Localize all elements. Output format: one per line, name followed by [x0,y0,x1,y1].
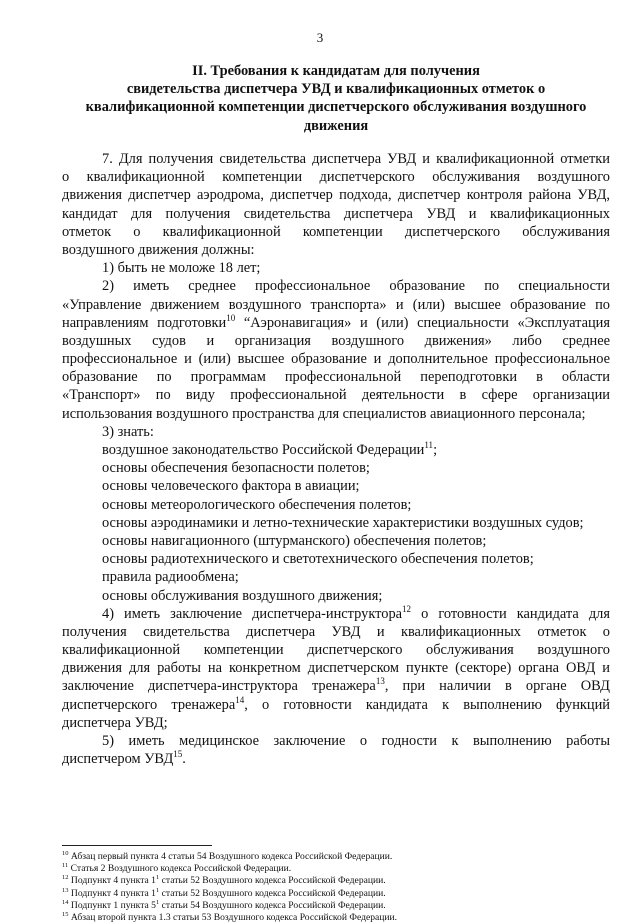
footnotes [62,851,610,924]
knowledge-item-text: воздушное законодательство Российской Федерации [102,442,425,458]
footnote-number: 14 [62,898,69,906]
requirement-4-line [62,677,610,695]
requirement-5-text: . [182,751,186,768]
requirement-4-line [62,605,610,623]
footnote-inner-sup: 1 [155,874,160,882]
requirement-4-line [62,696,610,714]
footnote [62,875,610,887]
document-body [62,150,610,768]
footnote-number: 13 [62,886,69,894]
requirement-5-line [62,750,610,768]
footnote [62,888,610,900]
footnote [62,912,610,924]
requirement-2-line: профессиональное и (или) высшее образование и дополнительное профессиональное [62,351,610,368]
footnote-ref-11: 11 [424,440,434,451]
footnote-number: 12 [62,874,69,882]
requirement-4-text: диспетчерского тренажера [62,696,236,713]
section-title-line: движения [303,117,369,134]
footnote-ref-10: 10 [226,312,236,323]
section-title [62,62,610,135]
footnote-text: статьи 54 Воздушного кодекса Российской Федерации. [159,899,386,911]
knowledge-item: основы радиотехнического и светотехнического обеспечения полетов; [102,551,534,568]
requirement-5-line: 5) иметь медицинское заключение о годности к выполнению работы [102,733,610,749]
footnote-divider [62,845,212,846]
requirement-4-line: квалификационной компетенции диспетчерского обслуживания воздушного [62,642,610,659]
footnote-ref-15: 15 [173,749,183,760]
requirement-4-text: о готовности кандидата для [411,605,610,622]
footnote-inner-sup: 1 [155,898,160,906]
knowledge-item: правила радиообмена; [102,569,239,586]
footnote [62,863,610,875]
paragraph-7-line: движения диспетчер аэродрома, диспетчер подхода, диспетчер контроля района УВД, [62,187,610,204]
requirement-5-text: диспетчером УВД [62,751,174,768]
knowledge-item-text: ; [433,442,438,458]
footnote-text: статьи 52 Воздушного кодекса Российской Федерации. [159,887,386,899]
footnote-text: статьи 52 Воздушного кодекса Российской Федерации. [159,875,386,887]
knowledge-item [62,441,610,459]
requirement-3-label: 3) знать: [102,423,154,440]
footnote-ref-12: 12 [402,603,412,614]
requirement-2-line [62,314,610,332]
footnote-ref-13: 13 [375,676,385,687]
footnote-ref-14: 14 [235,694,245,705]
footnote-inner-sup: 1 [155,886,160,894]
footnote-number: 10 [62,849,69,857]
footnote-text: Подпункт 1 пункта 5 [68,899,156,911]
requirement-2-line: «Транспорт» по виду профессиональной деятельности в сфере организации [62,387,610,404]
section-title-line: свидетельства диспетчера УВД и квалификационных отметок о [126,81,546,98]
knowledge-item: основы обеспечения безопасности полетов; [102,460,370,477]
knowledge-item: основы навигационного (штурманского) обеспечения полетов; [102,532,487,549]
requirement-2-text: направлениям подготовки [62,314,227,331]
requirement-4-text: заключение диспетчера-инструктора тренажера [62,678,376,695]
knowledge-item: основы метеорологического обеспечения полетов; [102,496,412,513]
requirement-2-line: воздушных судов и организация воздушного движения» либо среднее [62,332,610,349]
footnote-text: Абзац первый пункта 4 статьи 54 Воздушного кодекса Российской Федерации. [68,851,393,862]
requirement-4-text: 4) иметь заключение диспетчера-инструктора [102,605,403,622]
footnote-number: 11 [62,862,69,870]
page-number: 3 [316,30,324,45]
knowledge-item: основы аэродинамики и летно-технические характеристики воздушных судов; [102,514,584,531]
requirement-1: 1) быть не моложе 18 лет; [102,260,261,277]
requirement-4-line: движения для работы на конкретном диспетчерском пункте (секторе) органа ОВД и [62,660,610,677]
paragraph-7-line: отметок о квалификационной компетенции диспетчерского обслуживания [62,223,610,240]
requirement-2-text: “Аэронавигация» и (или) специальности «Эксплуатация [235,314,611,331]
footnote-text: Подпункт 4 пункта 1 [68,887,156,899]
section-title-line: квалификационной компетенции диспетчерского обслуживания воздушного [85,99,587,116]
section-title-line: II. Требования к кандидатам для получения [192,63,480,79]
footnote [62,851,610,863]
requirement-4-line: диспетчера УВД; [62,714,168,731]
requirement-4-line: получения свидетельства диспетчера УВД и квалификационных отметок о [62,623,610,640]
paragraph-7-line: о квалификационной компетенции диспетчерского обслуживания воздушного [62,169,610,186]
paragraph-7-line: воздушного движения должны: [62,241,255,258]
knowledge-item: основы обслуживания воздушного движения; [102,587,383,604]
requirement-4-text: , о готовности кандидата к выполнению функций [244,696,610,713]
footnote-number: 15 [62,910,69,918]
footnote-text: Статья 2 Воздушного кодекса Российской Федерации. [68,863,292,875]
requirement-4-text: , при наличии в органе ОВД [384,678,610,695]
paragraph-7-line: 7. Для получения свидетельства диспетчера УВД и квалификационной отметки [102,151,610,167]
requirement-2-line: образование по программам профессиональной переподготовки в области [62,369,610,386]
knowledge-item: основы человеческого фактора в авиации; [102,478,360,495]
footnote-text: Абзац второй пункта 1.3 статьи 53 Воздушного кодекса Российской Федерации. [68,912,398,924]
paragraph-7-line: кандидат для получения свидетельства диспетчера УВД и квалификационных [62,205,610,222]
footnote [62,900,610,912]
footnote-text: Подпункт 4 пункта 1 [68,875,156,887]
requirement-2-line: 2) иметь среднее профессиональное образование по специальности [102,278,610,295]
requirement-2-line: использования воздушного пространства для специалистов авиационного персонала; [62,405,586,422]
requirement-2-line: «Управление движением воздушного транспорта» и (или) высшее образование по [62,296,610,313]
